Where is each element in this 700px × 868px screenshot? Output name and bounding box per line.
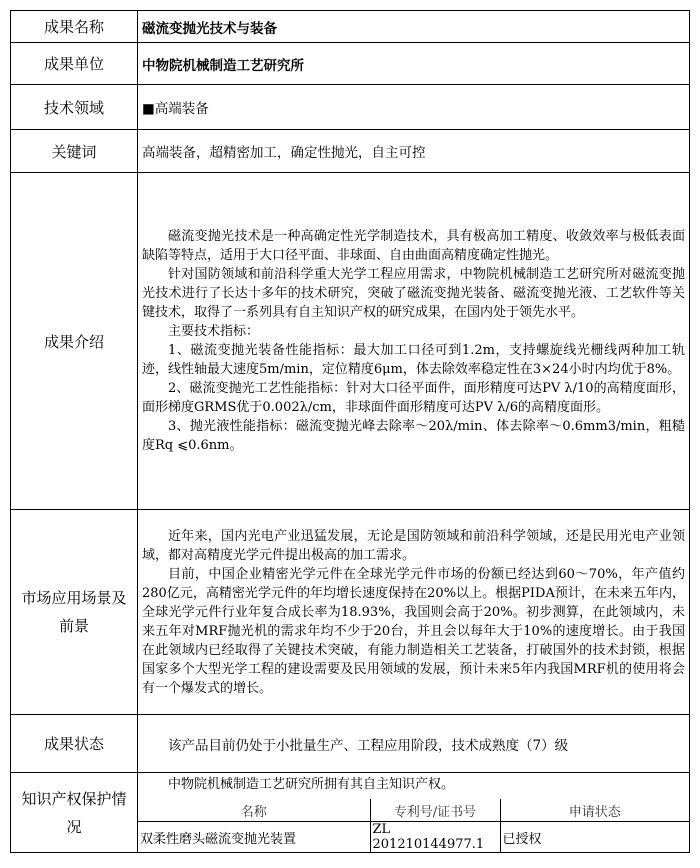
label-ip-text: 知识产权保护情况	[21, 789, 127, 836]
label-ip	[11, 773, 138, 853]
ip-table-header	[138, 799, 689, 822]
intro-paragraph: 1、磁流变抛光装备性能指标：最大加工口径可到1.2m，支持螺旋线光栅线两种加工轨迹，线性轴最大速度5m/min，定位精度6μm，体去除效率稳定性在3×24小时内均优于8%。	[142, 343, 685, 377]
market-paragraph: 目前，中国企业精密光学元件在全球光学元件市场的份额已经达到60～70%，年产值约280亿元，高精密光学元件的年均增长速度保持在20%以上。根据PIDA预计，在未来五年内，全球光学元件行业年复合成长率为18.93%，我国则会高于20%。初步测算，在此领域内，未来五年对MRF抛光机的需求年均不少于20台，并且会以每年大于10%的速度增长。由于我国在此领域内已经取得了关键技术突破，有能力制造相关工艺装备，打破国外的技术封锁，根据国家多个大型光学工程的建设需要及民用领域的发展，预计未来5年内我国MRF机的使用将会有一个爆发式的增长。	[142, 566, 685, 696]
value-name: 磁流变抛光技术与装备	[138, 11, 690, 43]
label-field: 技术领域	[11, 85, 138, 130]
label-keywords: 关键词	[11, 130, 138, 173]
ip-header-number: 专利号/证书号	[370, 799, 500, 822]
ip-statement: 中物院机械制造工艺研究所拥有其自主知识产权。	[168, 777, 455, 792]
row-market	[11, 510, 690, 715]
value-status: 该产品目前仍处于小批量生产、工程应用阶段，技术成熟度（7）级	[138, 715, 690, 773]
label-name: 成果名称	[11, 11, 138, 43]
row-status	[11, 715, 690, 773]
row-intro	[11, 173, 690, 510]
value-market	[138, 510, 690, 715]
ip-cell-name: 双柔性磨头磁流变抛光装置	[138, 822, 370, 853]
row-ip	[11, 773, 690, 853]
market-paragraph: 近年来，国内光电产业迅猛发展，无论是国防领域和前沿科学领域，还是民用光电产业领域，都对高精度光学元件提出极高的加工需求。	[142, 528, 685, 563]
intro-paragraph: 3、抛光液性能指标：磁流变抛光峰去除率～20λ/min、体去除率～0.6mm3/min，粗糙度Rq ⩽0.6nm。	[142, 419, 685, 453]
ip-header-status: 申请状态	[500, 799, 689, 822]
ip-cell-status: 已授权	[500, 822, 689, 853]
intro-paragraph: 主要技术指标：	[168, 324, 260, 339]
value-unit: 中物院机械制造工艺研究所	[138, 43, 690, 85]
row-keywords	[11, 130, 690, 173]
row-field	[11, 85, 690, 130]
value-keywords: 高端装备，超精密加工，确定性抛光，自主可控	[138, 130, 690, 173]
value-field: ■高端装备	[138, 85, 690, 130]
label-status: 成果状态	[11, 715, 138, 773]
intro-paragraph: 磁流变抛光技术是一种高确定性光学制造技术，具有极高加工精度、收敛效率与极低表面缺陷等特点，适用于大口径平面、非球面、自由曲面高精度确定性抛光。	[142, 229, 685, 263]
row-unit	[11, 43, 690, 85]
intro-paragraph: 2、磁流变抛光工艺性能指标：针对大口径平面件，面形精度可达PV λ/10的高精度面形，面形梯度GRMS优于0.002λ/cm，非球面件面形精度可达PV λ/6的高精度面形。	[142, 381, 685, 415]
ip-table	[138, 799, 689, 852]
ip-cell-number: ZL 201210144977.1	[370, 822, 500, 853]
ip-table-row	[138, 822, 689, 853]
label-intro: 成果介绍	[11, 173, 138, 510]
label-unit: 成果单位	[11, 43, 138, 85]
label-market	[11, 510, 138, 715]
value-ip	[138, 773, 690, 853]
value-intro	[138, 173, 690, 510]
ip-header-name: 名称	[138, 799, 370, 822]
intro-paragraph: 针对国防领域和前沿科学重大光学工程应用需求，中物院机械制造工艺研究所对磁流变抛光技术进行了长达十多年的技术研究，突破了磁流变抛光装备、磁流变抛光液、工艺软件等关键技术，取得了一系列具有自主知识产权的研究成果，在国内处于领先水平。	[142, 267, 685, 320]
achievement-form	[10, 10, 690, 853]
label-market-text: 市场应用场景及前景	[21, 589, 127, 635]
row-name	[11, 11, 690, 43]
